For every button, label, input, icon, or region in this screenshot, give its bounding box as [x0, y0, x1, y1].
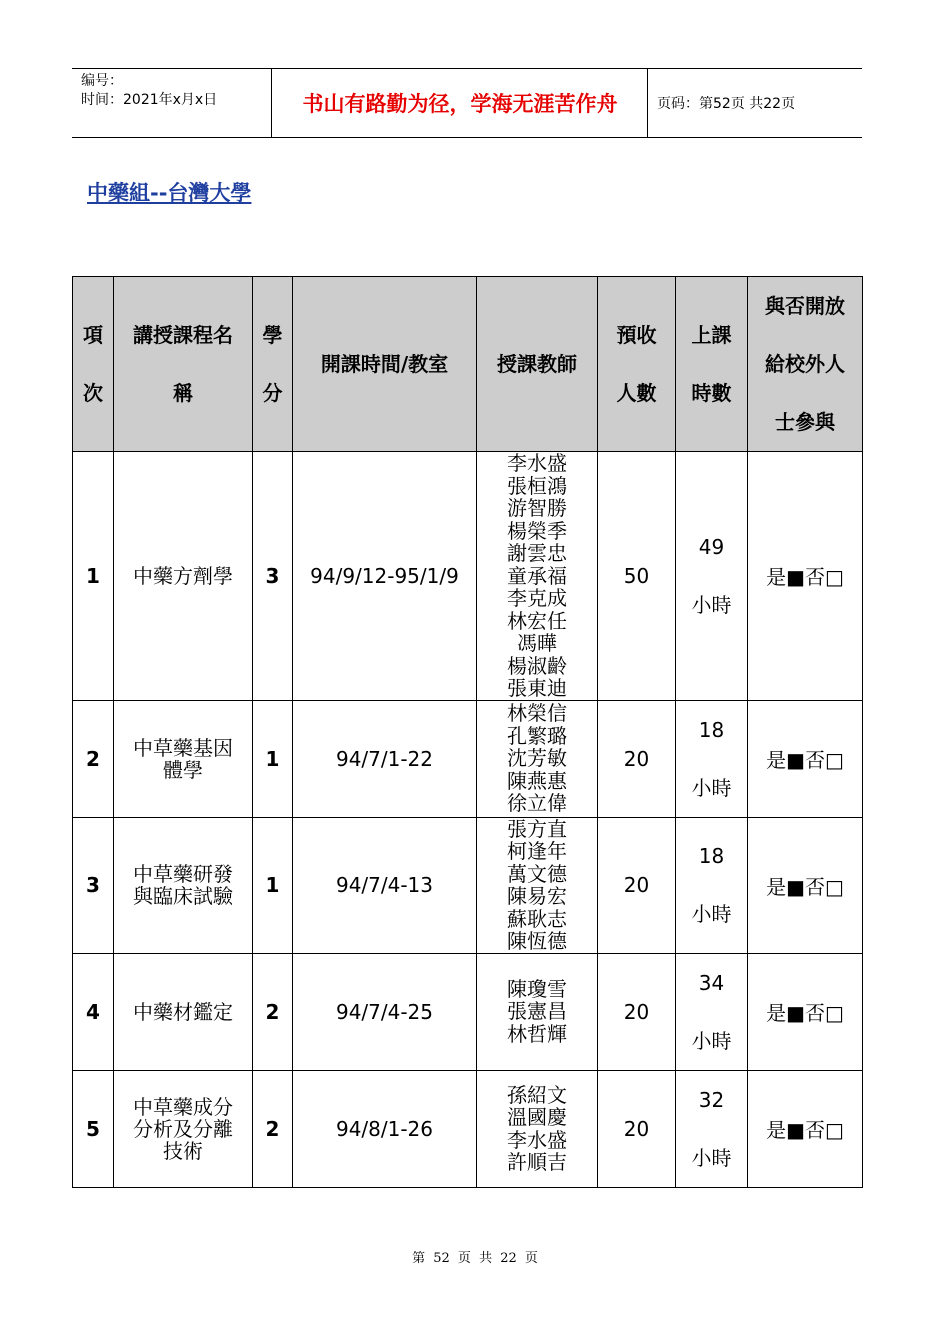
class-hours: 49 小時: [676, 452, 748, 701]
col-header-hours: 上課 時數: [676, 277, 748, 452]
course-name: 中藥材鑑定: [114, 953, 253, 1070]
course-time: 94/7/4-25: [293, 953, 477, 1070]
course-name: 中草藥基因 體學: [114, 700, 253, 817]
course-time: 94/7/1-22: [293, 700, 477, 817]
col-header-time: 開課時間/教室: [293, 277, 477, 452]
course-time: 94/9/12-95/1/9: [293, 452, 477, 701]
course-name: 中草藥成分 分析及分離 技術: [114, 1070, 253, 1187]
teacher-list: 李水盛 張桓鴻 游智勝 楊榮季 謝雲忠 童承福 李克成 林宏任 馮曄 楊淑齡 張東迪: [477, 452, 598, 701]
table-row: [73, 700, 863, 817]
open-to-public: 是■否□: [748, 1070, 863, 1187]
credit: 2: [253, 1070, 293, 1187]
col-header-open: 與否開放 給校外人 士參與: [748, 277, 863, 452]
row-index: 1: [73, 452, 114, 701]
enrollment: 20: [598, 817, 676, 953]
credit: 3: [253, 452, 293, 701]
credit: 1: [253, 700, 293, 817]
table-row: [73, 452, 863, 701]
row-index: 2: [73, 700, 114, 817]
credit: 2: [253, 953, 293, 1070]
class-hours: 18 小時: [676, 700, 748, 817]
header-meta: [72, 69, 272, 137]
table-header-row: [73, 277, 863, 452]
page-header: [72, 68, 862, 138]
enrollment: 20: [598, 1070, 676, 1187]
open-to-public: 是■否□: [748, 953, 863, 1070]
enrollment: 20: [598, 700, 676, 817]
col-header-teacher: 授課教師: [477, 277, 598, 452]
col-header-idx: 項 次: [73, 277, 114, 452]
teacher-list: 孫紹文 溫國慶 李水盛 許順吉: [477, 1070, 598, 1187]
course-name: 中草藥研發 與臨床試驗: [114, 817, 253, 953]
open-to-public: 是■否□: [748, 817, 863, 953]
page-footer: 第 52 页 共 22 页: [412, 1251, 538, 1266]
header-page-info: 页码：第52页 共22页: [657, 96, 796, 112]
class-hours: 18 小時: [676, 817, 748, 953]
credit: 1: [253, 817, 293, 953]
enrollment: 50: [598, 452, 676, 701]
row-index: 4: [73, 953, 114, 1070]
teacher-list: 張方直 柯逢年 萬文德 陳易宏 蘇耿志 陳恆德: [477, 817, 598, 953]
course-time: 94/7/4-13: [293, 817, 477, 953]
open-to-public: 是■否□: [748, 452, 863, 701]
teacher-list: 林榮信 孔繁璐 沈芳敏 陳燕惠 徐立偉: [477, 700, 598, 817]
row-index: 3: [73, 817, 114, 953]
header-motto: 书山有路勤为径，学海无涯苦作舟: [273, 69, 648, 137]
col-header-course: 講授課程名 稱: [114, 277, 253, 452]
class-hours: 32 小時: [676, 1070, 748, 1187]
course-name: 中藥方劑學: [114, 452, 253, 701]
time-label: 时间：2021年x月x日: [81, 92, 218, 108]
section-title[interactable]: 中藥組--台灣大學: [87, 181, 252, 205]
teacher-list: 陳瓊雪 張憲昌 林哲輝: [477, 953, 598, 1070]
open-to-public: 是■否□: [748, 700, 863, 817]
course-time: 94/8/1-26: [293, 1070, 477, 1187]
class-hours: 34 小時: [676, 953, 748, 1070]
enrollment: 20: [598, 953, 676, 1070]
table-row: [73, 817, 863, 953]
col-header-pre: 預收 人數: [598, 277, 676, 452]
col-header-credit: 學 分: [253, 277, 293, 452]
row-index: 5: [73, 1070, 114, 1187]
table-row: [73, 953, 863, 1070]
table-row: [73, 1070, 863, 1187]
number-label: 编号：: [81, 73, 123, 89]
course-table: [72, 276, 863, 1188]
